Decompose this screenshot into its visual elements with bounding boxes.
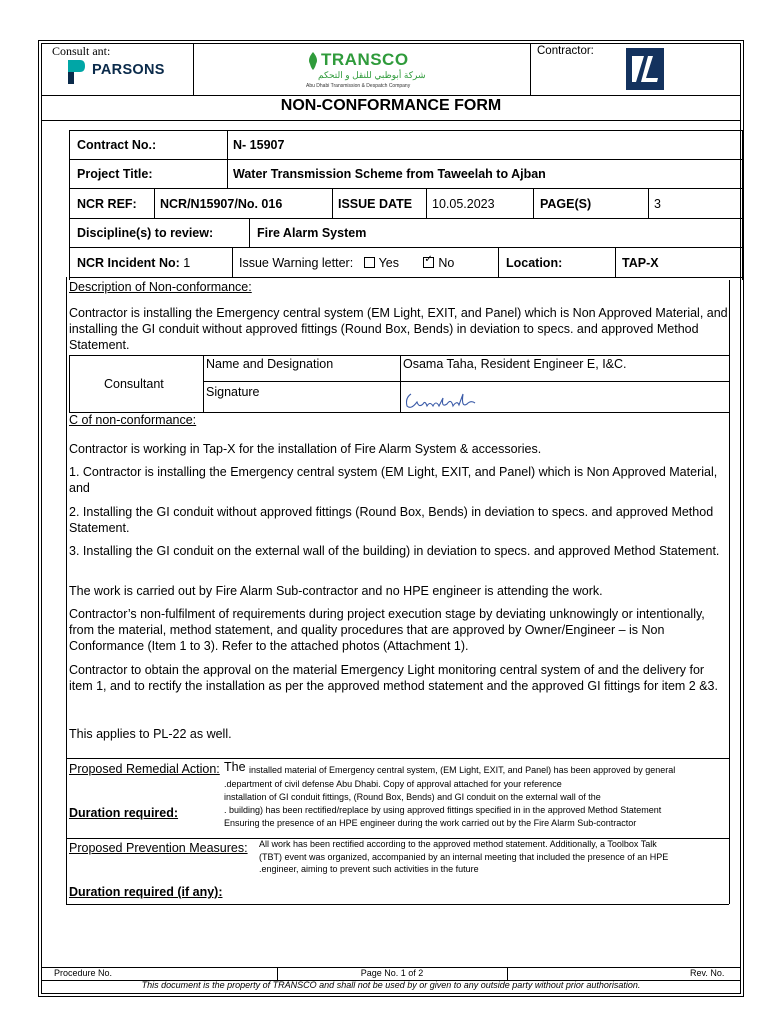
discipline-label: Discipline(s) to review: (77, 226, 214, 240)
contract-no-label: Contract No.: (77, 138, 157, 152)
ncr-ref-value: NCR/N15907/No. 016 (160, 197, 283, 211)
info-col-line (533, 188, 534, 218)
consultant-label: Consultant (104, 377, 164, 391)
cause-paragraph-2: 1. Contractor is installing the Emergency central system (EM Light, EXIT, and Panel) which is Non Approved Material, and (69, 465, 718, 495)
description-heading: Description of Non-conformance: (69, 280, 252, 294)
contractor-label: Contractor: (537, 45, 594, 57)
property-notice: This document is the property of TRANSCO and shall not be used by or given to any outside party without prior authorisation. (141, 980, 641, 990)
consultant-mid-line (203, 381, 729, 382)
info-table-left (69, 130, 70, 280)
transco-subtitle: Abu Dhabi Transmission & Despatch Company (306, 83, 411, 89)
info-col-line (249, 218, 250, 247)
contract-no-value: N- 15907 (233, 138, 285, 152)
contractor-logo-icon (626, 48, 664, 90)
info-table-top (69, 130, 742, 131)
prevention-line-3: .engineer, aiming to prevent such activities in the future (259, 864, 479, 874)
content-left-border (66, 277, 67, 904)
info-col-line (426, 188, 427, 218)
info-table-right (742, 130, 743, 280)
cause-paragraph-1: Contractor is working in Tap-X for the installation of Fire Alarm System & accessories. (69, 442, 542, 456)
consultant-name: Osama Taha, Resident Engineer E, I&C. (403, 357, 627, 371)
remedial-line-2: .department of civil defense Abu Dhabi. Copy of approval attached for your reference (224, 779, 562, 789)
remedial-duration-label: Duration required: (69, 806, 179, 820)
header-divider (193, 43, 194, 95)
info-col-line (154, 188, 155, 218)
warning-no-label: No (438, 256, 455, 270)
incident-value: 1 (183, 256, 191, 270)
location-label: Location: (506, 256, 563, 270)
title-bottom-line (41, 120, 741, 121)
footer-col-line (507, 967, 508, 980)
project-title-value: Water Transmission Scheme from Taweelah to Ajban (233, 167, 546, 181)
header-bottom-line (41, 95, 741, 96)
info-col-line (615, 247, 616, 277)
remedial-line-3: installation of GI conduit fittings, (Round Box, Bends) and GI conduit on the external wall of the (224, 792, 601, 802)
remedial-lead: The (224, 760, 246, 774)
info-col-line (232, 247, 233, 277)
discipline-value: Fire Alarm System (257, 226, 367, 240)
remedial-line-1: installed material of Emergency central system, (EM Light, EXIT, and Panel) has been approved by general (249, 765, 676, 775)
incident-label: NCR Incident No: (77, 256, 180, 270)
content-right-border (729, 280, 730, 904)
location-value: TAP-X (622, 256, 659, 270)
warning-no-checkbox[interactable] (423, 257, 434, 268)
info-row-line (69, 277, 742, 278)
contractor-logo (626, 48, 664, 90)
procedure-no-label: Procedure No. (54, 968, 113, 978)
cause-paragraph-7: Contractor to obtain the approval on the material Emergency Light monitoring central system of and the delivery for item 1, and to rectify the installation as per the approved method statement and the approved GI fittings for item 2 &3. (69, 663, 718, 693)
consultant-top-line (69, 355, 729, 356)
ncr-ref-label: NCR REF: (77, 197, 137, 211)
cause-paragraph-4: 3. Installing the GI conduit on the external wall of the building) in deviation to specs. and approved Method Statement. (69, 544, 720, 558)
prevention-duration-label: Duration required (if any): (69, 885, 223, 899)
consultant-label: Consult ant: (52, 44, 111, 58)
header-divider (530, 43, 531, 95)
cause-heading: C of non-conformance: (69, 413, 197, 427)
issue-date-value: 10.05.2023 (432, 197, 495, 211)
rev-no-label: Rev. No. (690, 968, 725, 978)
form-title: NON-CONFORMANCE FORM (280, 97, 502, 114)
info-col-line (332, 188, 333, 218)
parsons-logo-icon (66, 58, 86, 86)
prevention-heading: Proposed Prevention Measures: (69, 841, 248, 855)
pages-value: 3 (654, 197, 661, 211)
transco-flame-icon (306, 52, 320, 70)
remedial-line-5: Ensuring the presence of an HPE engineer during the work carried out by the Fire Alarm Sub-contractor (224, 818, 637, 828)
info-row-line (69, 188, 742, 189)
cause-paragraph-3: 2. Installing the GI conduit without approved fittings (Round Box, Bends) in deviation to specs. and approved Method Statement. (69, 505, 714, 535)
warning-yes-label: Yes (378, 256, 399, 270)
info-row-line (69, 247, 742, 248)
info-col-line (498, 247, 499, 277)
cause-paragraph-6: Contractor’s non-fulfilment of requirements during project execution stage by deviating unknowingly or intentionally, from the material, method statement, and quality procedures that are approved by Owner/Engineer – is Non Conformance (Item 1 to 3). Refer to the attached photos (Attachment 1). (69, 607, 705, 653)
name-designation-label: Name and Designation (206, 357, 334, 371)
description-text: Contractor is installing the Emergency central system (EM Light, EXIT, and Panel) which is Non Approved Material, and installing the GI conduit without approved fittings (Round Box, Bends) in deviation to specs. and approved Method Statement. (69, 306, 728, 352)
prevention-line-2: (TBT) event was organized, accompanied by an internal meeting that included the presence of an HPE (259, 852, 669, 862)
prevention-bottom-line (66, 904, 729, 905)
consultant-left-line (69, 355, 70, 412)
consultant-col-line (400, 355, 401, 412)
remedial-line-4: . building) has been rectified/replace by using approved fittings specified in in the approved Method Statement (224, 805, 662, 815)
page-number-label: Page No. 1 of 2 (360, 968, 424, 978)
pages-label: PAGE(S) (540, 197, 592, 211)
prevention-line-1: All work has been rectified according to the approved method statement. Additionally, a Toolbox Talk (259, 839, 657, 849)
info-row-line (69, 159, 742, 160)
info-row-line (69, 218, 742, 219)
project-title-label: Project Title: (77, 167, 153, 181)
signature-image (403, 386, 478, 412)
info-col-line (648, 188, 649, 218)
remedial-top-line (66, 758, 729, 759)
signature-label: Signature (206, 385, 260, 399)
warning-letter-label: Issue Warning letter: (239, 256, 354, 270)
info-col-line (227, 130, 228, 188)
warning-yes-checkbox[interactable] (364, 257, 375, 268)
consultant-col-line (203, 355, 204, 412)
transco-logo-text: TRANSCO (321, 50, 409, 69)
transco-logo (306, 50, 426, 92)
issue-date-label: ISSUE DATE (338, 197, 413, 211)
parsons-logo-text: PARSONS (92, 62, 165, 78)
remedial-heading: Proposed Remedial Action: (69, 762, 220, 776)
transco-arabic-text: شركة أبوظبي للنقل و التحكم (318, 70, 426, 80)
cause-paragraph-8: This applies to PL-22 as well. (69, 727, 232, 741)
cause-paragraph-5: The work is carried out by Fire Alarm Sub-contractor and no HPE engineer is attending the work. (69, 584, 603, 598)
